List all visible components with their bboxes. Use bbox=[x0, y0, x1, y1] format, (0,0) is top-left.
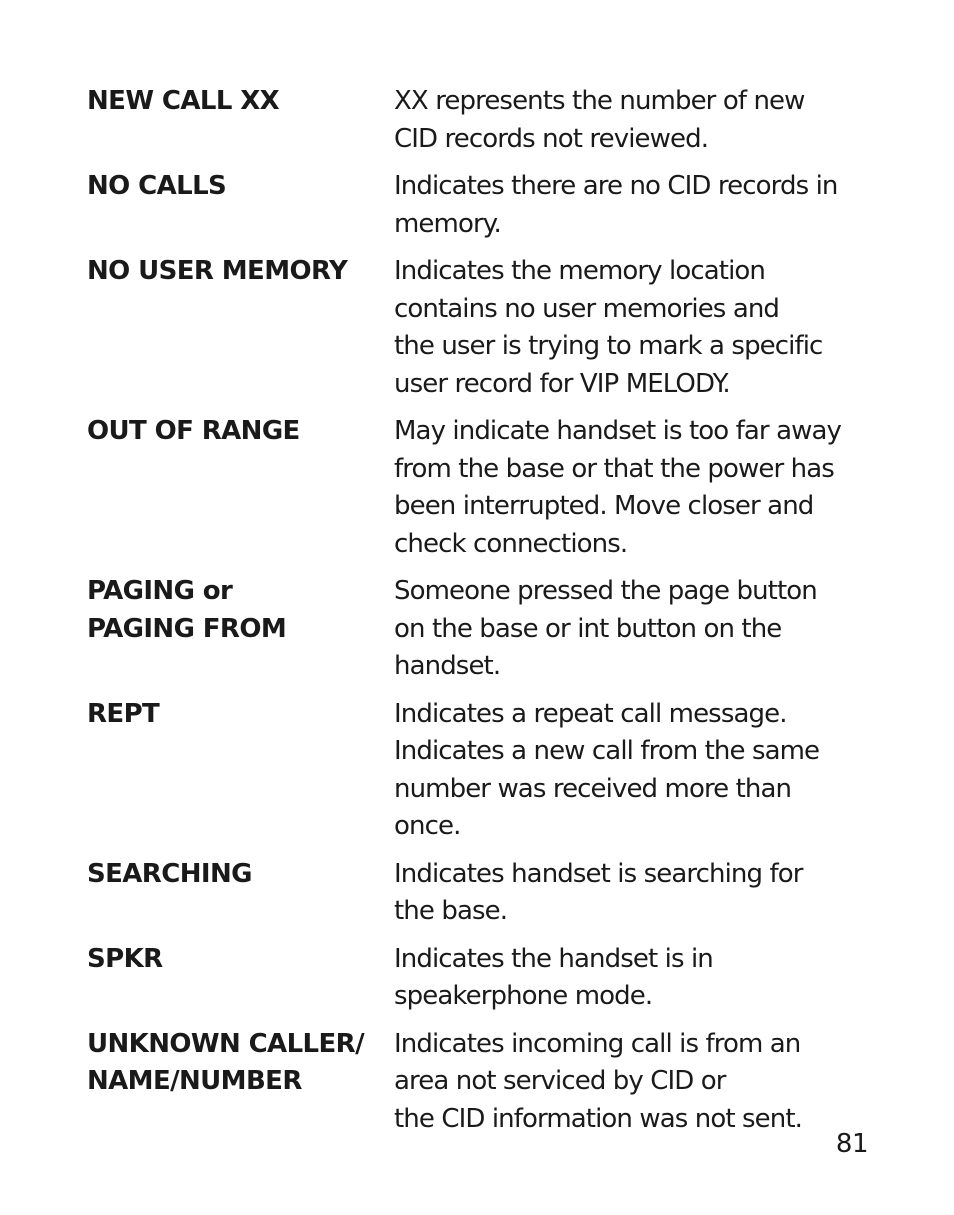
display-messages-list bbox=[87, 83, 887, 1138]
entry-description bbox=[394, 696, 887, 846]
term-line: NAME/NUMBER bbox=[87, 1066, 302, 1096]
entry-new-call-xx bbox=[87, 83, 887, 158]
entry-out-of-range bbox=[87, 413, 887, 563]
term-line: NO USER MEMORY bbox=[87, 256, 348, 286]
entry-searching bbox=[87, 856, 887, 931]
entry-description bbox=[394, 253, 887, 403]
description-line: on the base or int button on the bbox=[394, 613, 782, 644]
term-line: PAGING or bbox=[87, 576, 233, 606]
term-line: NO CALLS bbox=[87, 171, 227, 201]
description-line: check connections. bbox=[394, 528, 628, 559]
description-line: Someone pressed the page button bbox=[394, 576, 817, 606]
description-line: the user is trying to mark a specific bbox=[394, 331, 823, 361]
entry-no-calls bbox=[87, 168, 887, 243]
entry-rept bbox=[87, 696, 887, 846]
description-line: the CID information was not sent. bbox=[394, 1103, 802, 1134]
entry-term bbox=[87, 253, 394, 291]
description-line: number was received more than bbox=[394, 773, 792, 804]
description-line: from the base or that the power has bbox=[394, 453, 834, 484]
description-line: contains no user memories and bbox=[394, 293, 780, 324]
entry-term bbox=[87, 83, 394, 121]
description-line: speakerphone mode. bbox=[394, 981, 653, 1011]
description-line: CID records not reviewed. bbox=[394, 123, 709, 154]
entry-spkr bbox=[87, 941, 887, 1016]
entry-description bbox=[394, 856, 887, 931]
description-line: Indicates the memory location bbox=[394, 256, 765, 286]
entry-description bbox=[394, 413, 887, 563]
description-line: user record for VIP MELODY. bbox=[394, 368, 730, 399]
entry-term bbox=[87, 573, 394, 648]
entry-description bbox=[394, 941, 887, 1016]
entry-term bbox=[87, 696, 394, 734]
term-line: PAGING FROM bbox=[87, 613, 287, 644]
entry-term bbox=[87, 168, 394, 206]
entry-term bbox=[87, 856, 394, 894]
entry-description bbox=[394, 83, 887, 158]
description-line: Indicates handset is searching for bbox=[394, 858, 803, 889]
description-line: memory. bbox=[394, 208, 501, 239]
term-line: NEW CALL XX bbox=[87, 86, 280, 116]
entry-term bbox=[87, 1026, 394, 1101]
description-line: handset. bbox=[394, 651, 501, 681]
description-line: been interrupted. Move closer and bbox=[394, 491, 814, 521]
term-line: SEARCHING bbox=[87, 858, 252, 889]
entry-description bbox=[394, 1026, 887, 1139]
entry-term bbox=[87, 941, 394, 979]
term-line: SPKR bbox=[87, 943, 163, 974]
page-number: 81 bbox=[835, 1129, 868, 1159]
term-line: OUT OF RANGE bbox=[87, 416, 300, 446]
entry-term bbox=[87, 413, 394, 451]
description-line: Indicates a new call from the same bbox=[394, 736, 820, 766]
entry-unknown-caller bbox=[87, 1026, 887, 1139]
description-line: the base. bbox=[394, 896, 508, 926]
description-line: Indicates there are no CID records in bbox=[394, 171, 838, 201]
description-line: Indicates incoming call is from an bbox=[394, 1028, 801, 1059]
entry-description bbox=[394, 168, 887, 243]
description-line: area not serviced by CID or bbox=[394, 1066, 726, 1096]
description-line: XX represents the number of new bbox=[394, 86, 805, 116]
term-line: UNKNOWN CALLER/ bbox=[87, 1028, 364, 1059]
term-line: REPT bbox=[87, 698, 160, 729]
entry-paging bbox=[87, 573, 887, 686]
description-line: once. bbox=[394, 811, 461, 841]
description-line: Indicates the handset is in bbox=[394, 943, 713, 974]
entry-no-user-memory bbox=[87, 253, 887, 403]
description-line: May indicate handset is too far away bbox=[394, 416, 841, 446]
description-line: Indicates a repeat call message. bbox=[394, 698, 787, 729]
entry-description bbox=[394, 573, 887, 686]
